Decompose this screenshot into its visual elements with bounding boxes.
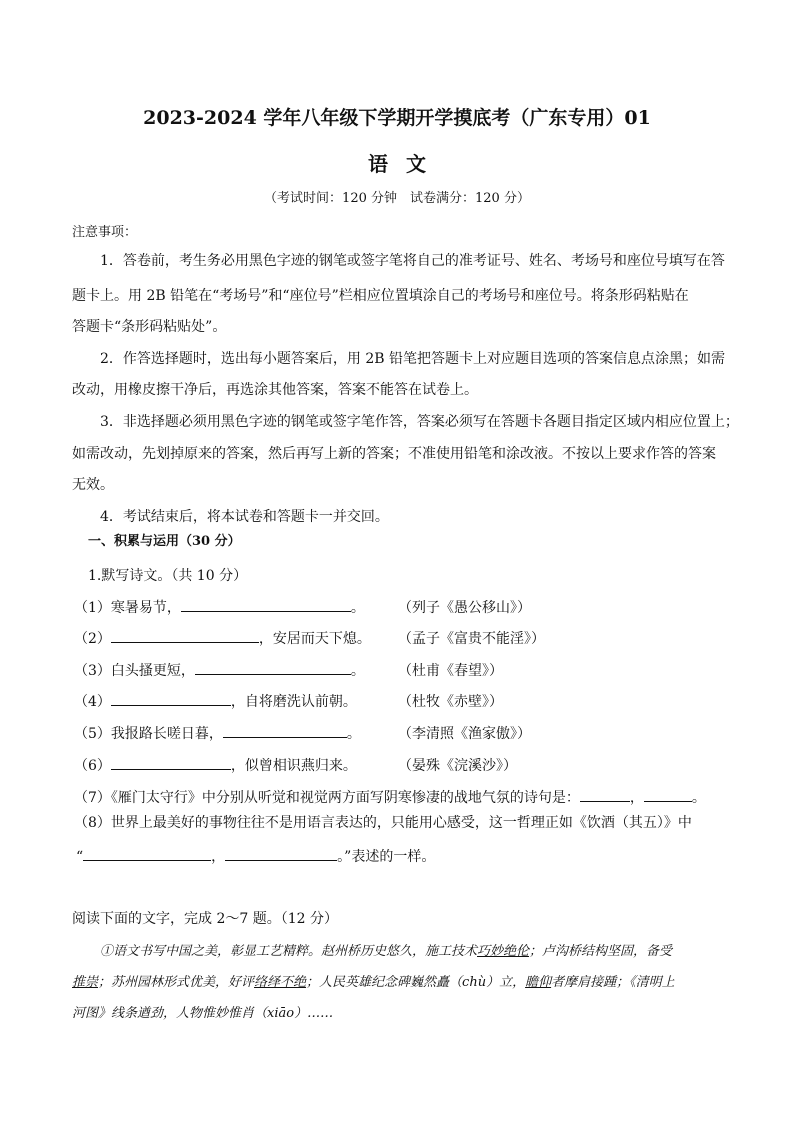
- notice-line: 1．答卷前，考生务必用黑色字迹的钢笔或签字笔将自己的准考证号、姓名、考场号和座位号填写在答: [100, 253, 725, 269]
- recite-source: （杜牧《赤壁》）: [398, 694, 503, 710]
- underlined-term: 瞻仰: [525, 975, 552, 990]
- recite-item: （3）白头搔更短， 。: [74, 660, 365, 680]
- answer-blank[interactable]: [111, 691, 231, 706]
- answer-blank[interactable]: [83, 846, 211, 861]
- recite-item: （1）寒暑易节， 。: [74, 597, 365, 617]
- answer-blank[interactable]: [111, 755, 231, 770]
- reading-paragraph: 河图》线条遒劲，人物惟妙惟肖（xiāo）……: [72, 1006, 334, 1021]
- notice-heading: 注意事项：: [72, 225, 138, 240]
- reading-paragraph: 推崇；苏州园林形式优美，好评络绎不绝；人民英雄纪念碑巍然矗（chù）立，瞻仰者摩肩接踵；《清明上: [72, 975, 675, 990]
- answer-blank[interactable]: [223, 723, 347, 738]
- answer-blank[interactable]: [195, 660, 351, 675]
- answer-blank[interactable]: [111, 628, 259, 643]
- question-8-blanks: “ ， 。”表述的一样。: [76, 846, 435, 866]
- exam-title: 2023-2024 学年八年级下学期开学摸底考（广东专用）01: [143, 107, 651, 129]
- reading-instruction: 阅读下面的文字，完成 2～7 题。（12 分）: [72, 911, 338, 927]
- notice-line: 2．作答选择题时，选出每小题答案后，用 2B 铅笔把答题卡上对应题目选项的答案信息点涂黑；如需: [100, 351, 726, 367]
- notice-line: 改动，用橡皮擦干净后，再选涂其他答案，答案不能答在试卷上。: [72, 382, 478, 398]
- notice-line: 答题卡“条形码粘贴处”。: [72, 319, 227, 335]
- question-title: 1.默写诗文。（共 10 分）: [88, 568, 248, 584]
- recite-source: （孟子《富贵不能淫》）: [398, 631, 545, 647]
- recite-item: （2） ，安居而天下熄。: [74, 628, 371, 648]
- recite-source: （列子《愚公移山》）: [398, 600, 531, 616]
- notice-line: 4．考试结束后，将本试卷和答题卡一并交回。: [100, 509, 389, 525]
- question-8: （8）世界上最美好的事物往往不是用语言表达的，只能用心感受，这一哲理正如《饮酒（其五）》中: [74, 815, 692, 831]
- notice-line: 3．非选择题必须用黑色字迹的钢笔或签字笔作答，答案必须写在答题卡各题目指定区域内相应位置上；: [100, 414, 739, 430]
- recite-source: （李清照《渔家傲》）: [398, 726, 531, 742]
- recite-item: （4） ，自将磨洗认前朝。: [74, 691, 357, 711]
- subject-title: 语文: [368, 152, 444, 176]
- underlined-term: 推崇: [72, 975, 99, 990]
- answer-blank[interactable]: [225, 846, 337, 861]
- question-7: （7）《雁门太守行》中分别从听觉和视觉两方面写阴寒惨凄的战地气氛的诗句是： ， 。: [74, 787, 706, 807]
- notice-line: 无效。: [72, 477, 114, 493]
- answer-blank[interactable]: [580, 787, 630, 802]
- answer-blank[interactable]: [181, 597, 351, 612]
- section-heading: 一、积累与运用（30 分）: [88, 534, 241, 549]
- recite-source: （晏殊《浣溪沙》）: [398, 758, 517, 774]
- underlined-term: 络绎不绝: [254, 975, 307, 990]
- exam-meta: （考试时间：120 分钟 试卷满分：120 分）: [264, 191, 530, 206]
- reading-paragraph: ①语文书写中国之美，彰显工艺精粹。赵州桥历史悠久，施工技术巧妙绝伦；卢沟桥结构坚固，备受: [100, 944, 673, 959]
- notice-line: 题卡上。用 2B 铅笔在“考场号”和“座位号”栏相应位置填涂自己的考场号和座位号。将条形码粘贴在: [72, 288, 689, 304]
- recite-item: （6） ，似曾相识燕归来。: [74, 755, 357, 775]
- recite-item: （5）我报路长嗟日暮， 。: [74, 723, 361, 743]
- notice-line: 如需改动，先划掉原来的答案，然后再写上新的答案；不准使用铅笔和涂改液。不按以上要求作答的答案: [72, 446, 716, 462]
- answer-blank[interactable]: [644, 787, 692, 802]
- underlined-term: 巧妙绝伦: [477, 944, 530, 959]
- recite-source: （杜甫《春望》）: [398, 663, 503, 679]
